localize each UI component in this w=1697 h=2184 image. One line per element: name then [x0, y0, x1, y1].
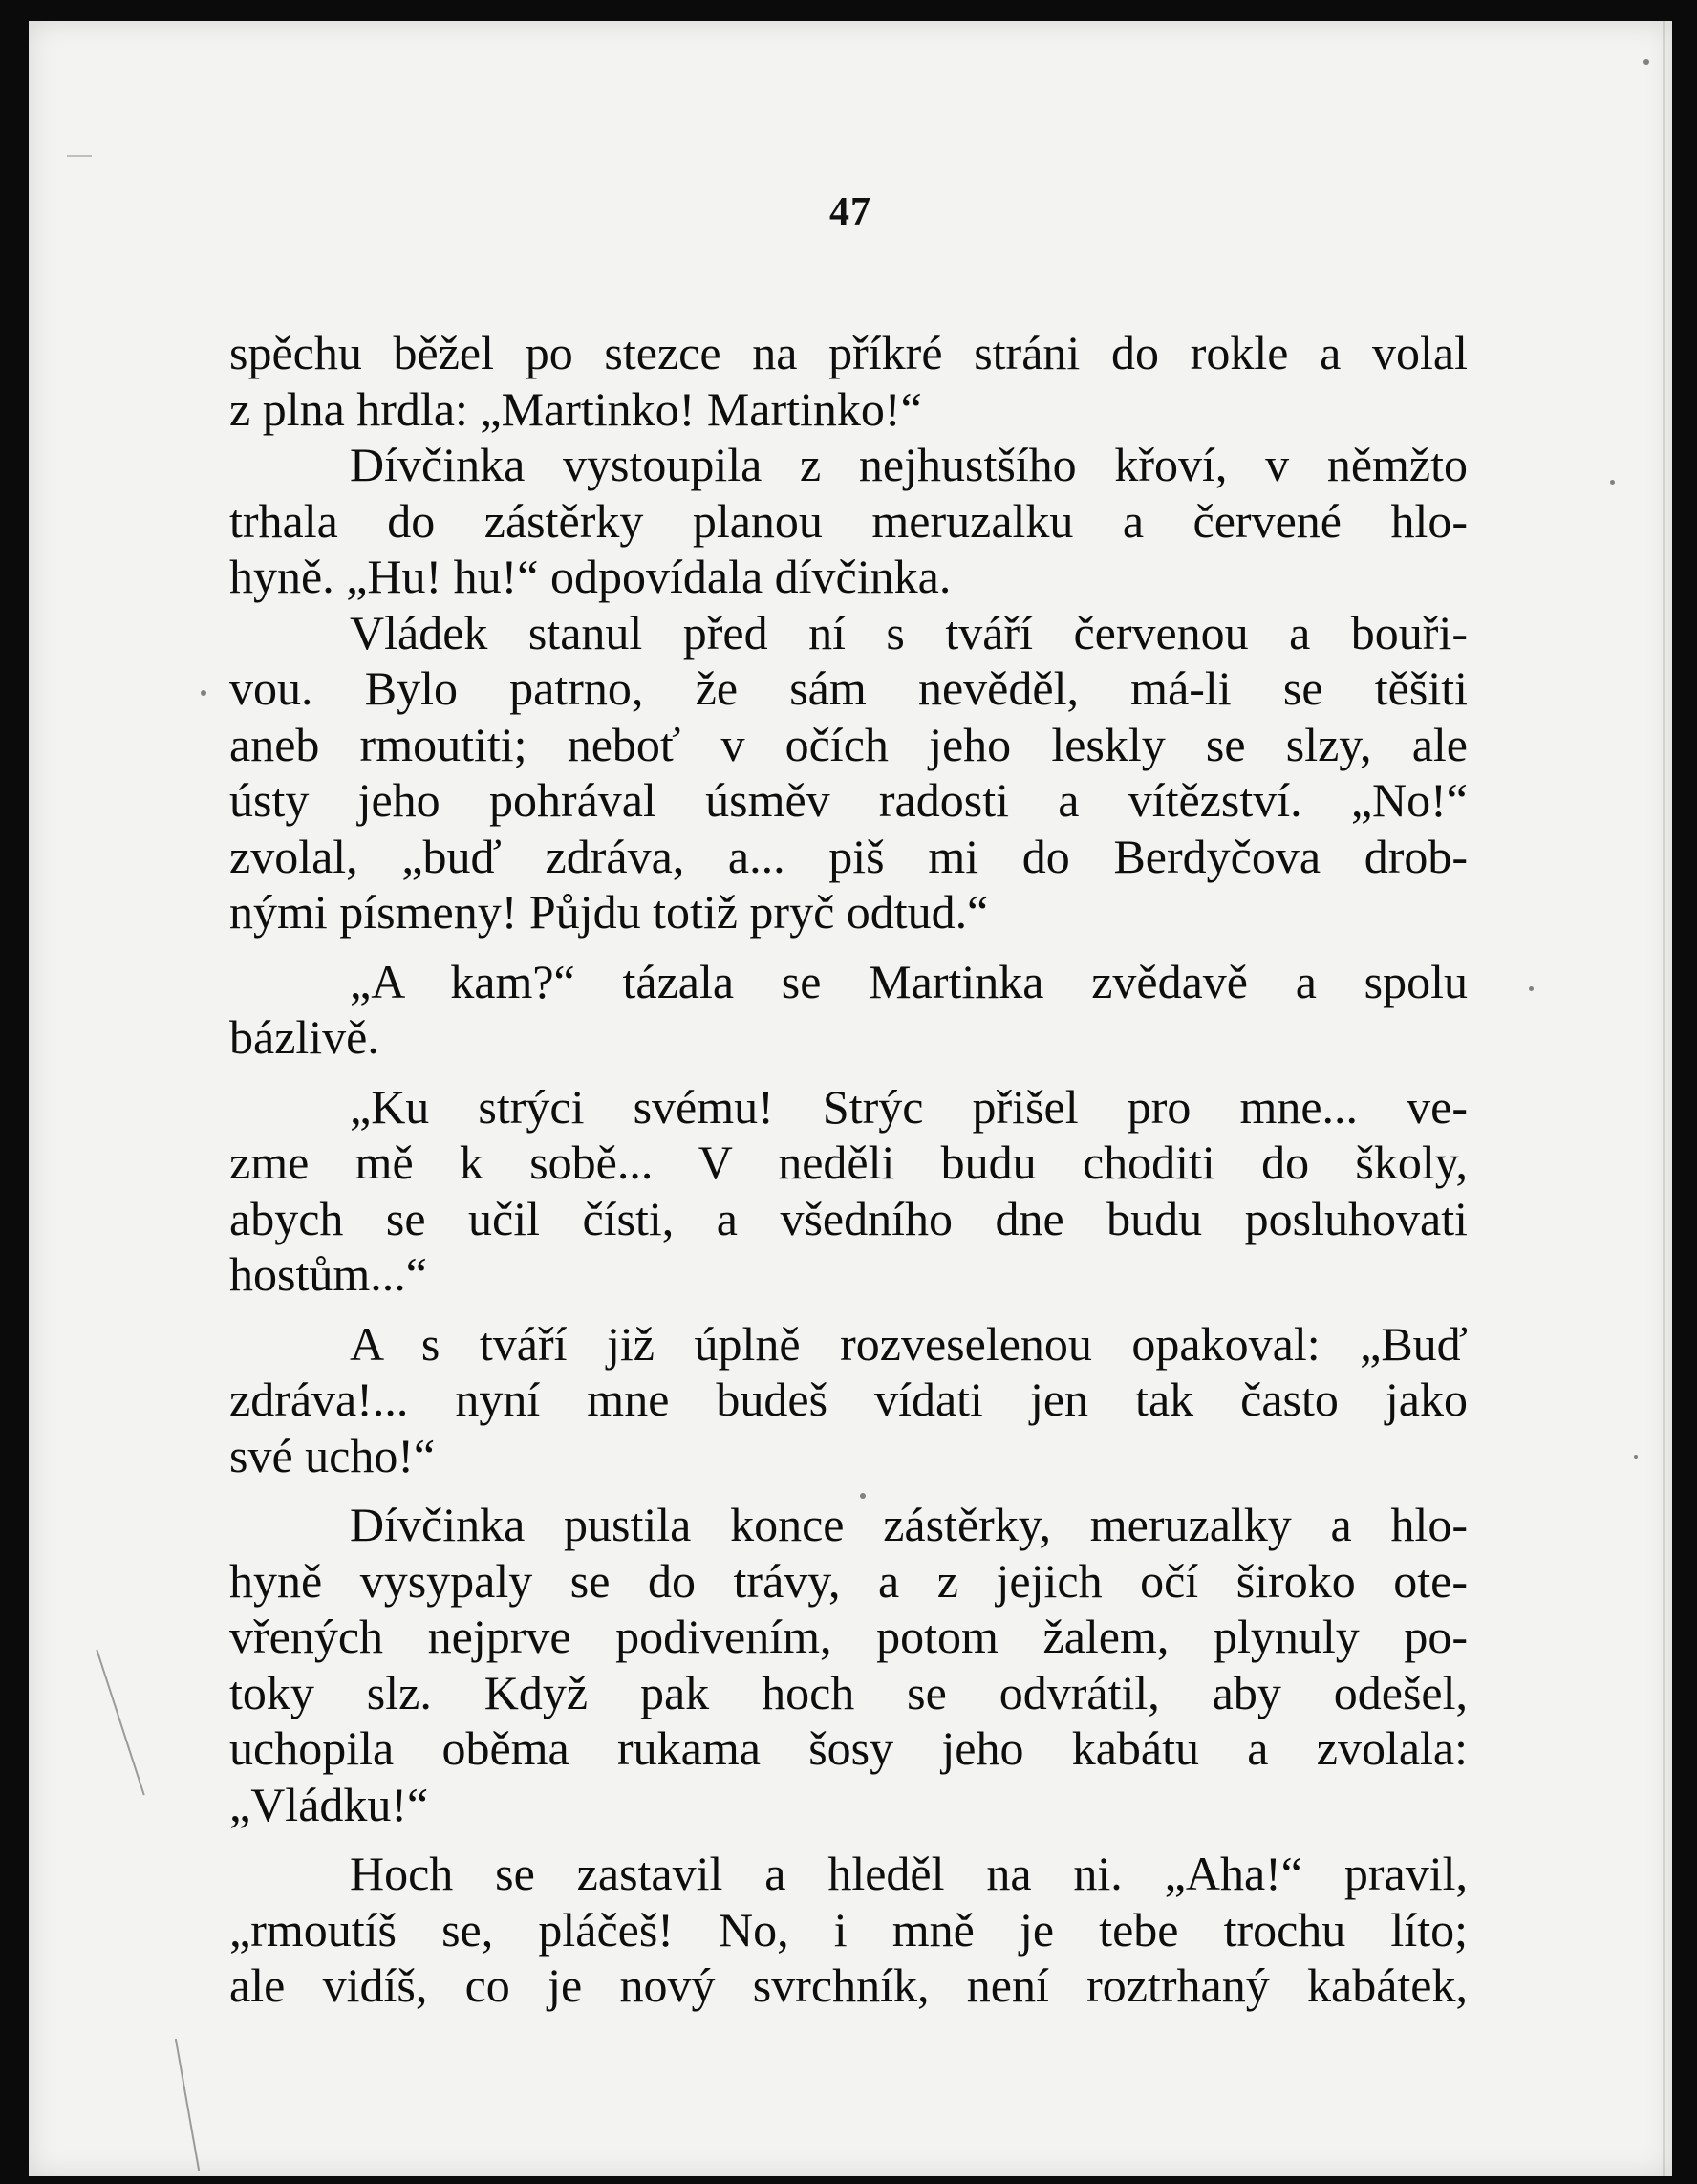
text-line: abych se učil čísti, a všedního dne budu posluhovati — [229, 1191, 1468, 1245]
scan-scratch — [67, 155, 92, 157]
text-line: hyně vysypaly se do trávy, a z jejich očí široko ote- — [229, 1553, 1468, 1608]
scan-scratch — [96, 1650, 144, 1796]
text-line: Vládek stanul před ní s tváří červenou a bouři- — [350, 605, 1468, 660]
text-line: toky slz. Když pak hoch se odvrátil, aby odešel, — [229, 1665, 1468, 1719]
page-number: 47 — [829, 190, 871, 234]
paragraph-gap — [229, 1483, 1468, 1497]
text-line: z plna hrdla: „Martinko! Martinko!“ — [229, 381, 922, 436]
scan-scratch — [175, 2039, 200, 2171]
dust-speck — [201, 690, 206, 696]
text-line: vřených nejprve podivením, potom žalem, plynuly po- — [229, 1610, 1468, 1663]
dust-speck — [1529, 986, 1534, 991]
paragraph-gap — [229, 1066, 1468, 1079]
text-line: ale vidíš, co je nový svrchník, není roztrhaný kabátek, — [229, 1958, 1468, 2012]
text-line: „rmoutíš se, pláčeš! No, i mně je tebe trochu líto; — [229, 1902, 1468, 1957]
body-text — [229, 325, 1468, 2014]
text-line: své ucho!“ — [229, 1428, 436, 1482]
text-line: zdráva!... nyní mne budeš vídati jen tak často jako — [229, 1373, 1468, 1426]
text-line: „Ku strýci svému! Strýc přišel pro mne... ve- — [350, 1079, 1468, 1134]
text-line: spěchu běžel po stezce na příkré stráni do rokle a volal — [229, 326, 1468, 379]
text-line: hyně. „Hu! hu!“ odpovídala dívčinka. — [229, 550, 952, 603]
text-line: nými písmeny! Půjdu totiž pryč odtud.“ — [229, 885, 989, 939]
paragraph-gap — [229, 1832, 1468, 1846]
text-line: vou. Bylo patrno, že sám nevěděl, má-li se těšiti — [229, 661, 1468, 715]
text-line: zme mě k sobě... V neděli budu choditi do školy, — [229, 1135, 1468, 1189]
dust-speck — [1610, 480, 1615, 485]
text-line: hostům...“ — [229, 1247, 427, 1301]
text-line: Dívčinka vystoupila z nejhustšího křoví, v němžto — [350, 438, 1468, 491]
text-line: trhala do zástěrky planou meruzalku a červené hlo- — [229, 493, 1468, 548]
text-line: bázlivě. — [229, 1010, 379, 1064]
text-line: A s tváří již úplně rozveselenou opakoval: „Buď — [350, 1316, 1468, 1371]
scan-scratch — [1663, 21, 1665, 2176]
paragraph-gap — [229, 1303, 1468, 1316]
dust-speck — [1643, 59, 1649, 65]
dust-speck — [1634, 1455, 1638, 1459]
text-line: uchopila oběma rukama šosy jeho kabátu a zvolala: — [229, 1721, 1468, 1775]
text-line: Hoch se zastavil a hleděl na ni. „Aha!“ pravil, — [350, 1847, 1468, 1900]
text-line: aneb rmoutiti; neboť v očích jeho leskly se slzy, ale — [229, 717, 1468, 771]
text-line: Dívčinka pustila konce zástěrky, meruzalky a hlo- — [350, 1498, 1468, 1551]
text-line: ústy jeho pohrával úsměv radosti a vítězství. „No!“ — [229, 773, 1468, 827]
text-line: „A kam?“ tázala se Martinka zvědavě a spolu — [350, 954, 1468, 1008]
paragraph-gap — [229, 941, 1468, 954]
text-line: „Vládku!“ — [229, 1777, 429, 1831]
text-line: zvolal, „buď zdráva, a... piš mi do Berdyčova drob- — [229, 829, 1468, 883]
scanned-page — [29, 21, 1672, 2176]
